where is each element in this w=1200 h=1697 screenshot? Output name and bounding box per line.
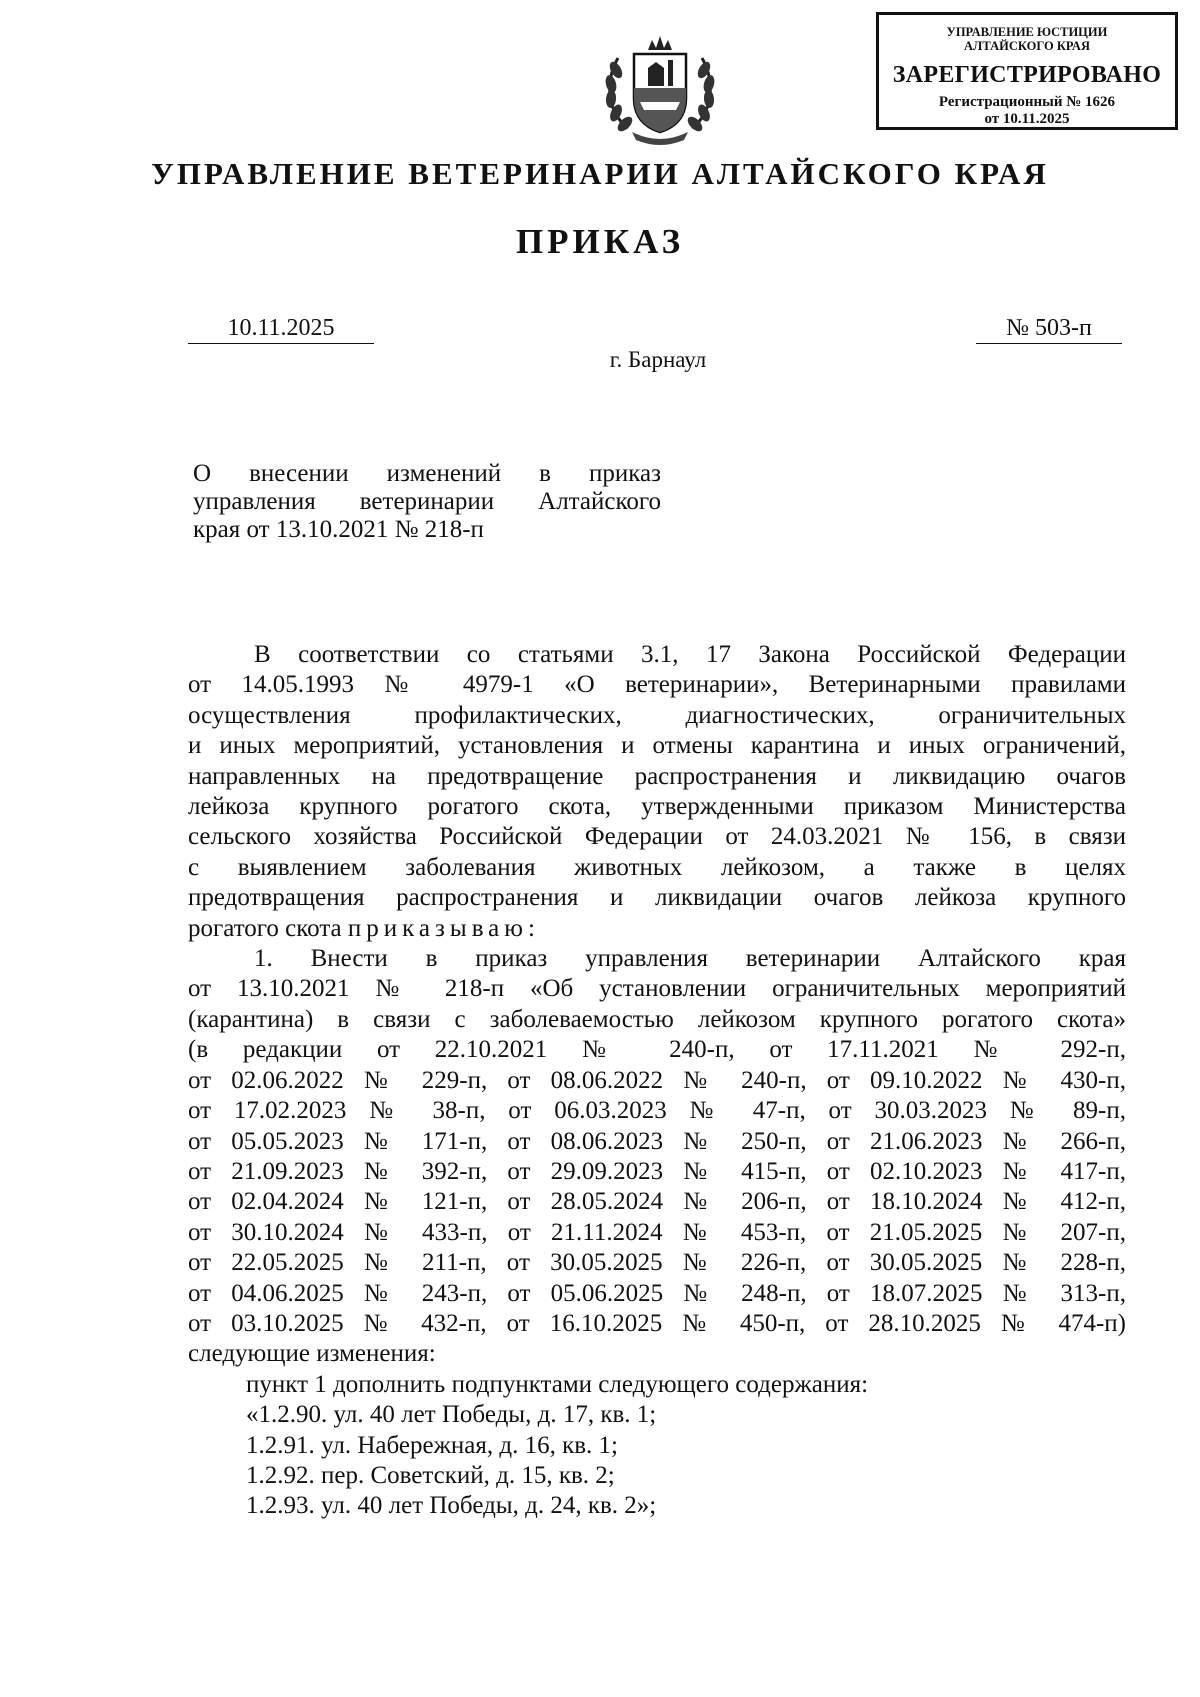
item-line: от 30.10.2024 № 433-п, от 21.11.2024 № 453-п, от 21.05.2025 № 207-п, [188,1218,1126,1246]
stamp-authority-line1: УПРАВЛЕНИЕ ЮСТИЦИИ [946,25,1108,39]
item-line: (в редакции от 22.10.2021 № 240-п, от 17.11.2021 № 292-п, [188,1036,1126,1064]
stamp-registration-number: Регистрационный № 1626 [938,94,1116,110]
subject-line: управления ветеринарии Алтайского [193,488,661,515]
order-prefix: рогатого скота [188,914,348,942]
document-city: г. Барнаул [609,347,707,372]
subpoint: 1.2.93. ул. 40 лет Победы, д. 24, кв. 2»; [246,1492,657,1520]
body-line: направленных на предотвращение распространения и ликвидацию очагов [188,762,1126,790]
point-intro: пункт 1 дополнить подпунктами следующего содержания: [246,1370,869,1398]
body-line: осуществления профилактических, диагностических, ограничительных [188,701,1126,729]
body-line: от 14.05.1993 № 4979-1 «О ветеринарии», Ветеринарными правилами [188,671,1126,699]
document-type: ПРИКАЗ [515,222,685,261]
subpoint: 1.2.91. ул. Набережная, д. 16, кв. 1; [246,1431,618,1459]
item-line: от 03.10.2025 № 432-п, от 16.10.2025 № 450-п, от 28.10.2025 № 474-п) [188,1309,1126,1337]
subject-line: О внесении изменений в приказ [193,460,661,487]
stamp-title: ЗАРЕГИСТРИРОВАНО [892,62,1162,88]
order-word: приказываю: [347,914,540,942]
item-line: от 05.05.2023 № 171-п, от 08.06.2023 № 250-п, от 21.06.2023 № 266-п, [188,1127,1126,1155]
body-line: и иных мероприятий, установления и отмены карантина и иных ограничений, [188,732,1126,760]
body-line: предотвращения распространения и ликвидации очагов лейкоза крупного [188,884,1126,912]
item-line: от 17.02.2023 № 38-п, от 06.03.2023 № 47-п, от 30.03.2023 № 89-п, [188,1097,1126,1125]
organization-name: УПРАВЛЕНИЕ ВЕТЕРИНАРИИ АЛТАЙСКОГО КРАЯ [151,156,1049,191]
registration-stamp [876,12,1178,130]
subpoint: 1.2.92. пер. Советский, д. 15, кв. 2; [246,1461,615,1489]
body-line: с выявлением заболевания животных лейкозом, а также в целях [188,853,1126,881]
item-line: от 02.06.2022 № 229-п, от 08.06.2022 № 240-п, от 09.10.2022 № 430-п, [188,1066,1126,1094]
item-line: от 21.09.2023 № 392-п, от 29.09.2023 № 415-п, от 02.10.2023 № 417-п, [188,1157,1126,1185]
item-line: от 13.10.2021 № 218-п «Об установлении ограничительных мероприятий [188,975,1126,1003]
coat-of-arms-icon [598,28,722,152]
body-line: лейкоза крупного рогатого скота, утвержденными приказом Министерства [188,793,1126,821]
item-line: от 02.04.2024 № 121-п, от 28.05.2024 № 206-п, от 18.10.2024 № 412-п, [188,1188,1126,1216]
order-line [188,914,1126,944]
subject-line: края от 13.10.2021 № 218-п [193,516,484,543]
body-line: сельского хозяйства Российской Федерации от 24.03.2021 № 156, в связи [188,823,1126,851]
stamp-date: от 10.11.2025 [984,111,1070,127]
document-date: 10.11.2025 [188,315,374,344]
document-number: № 503-п [976,315,1122,344]
body-line: В соответствии со статьями 3.1, 17 Закона Российской Федерации [254,641,1126,668]
changes-intro: следующие изменения: [188,1340,436,1368]
item-line: от 22.05.2025 № 211-п, от 30.05.2025 № 226-п, от 30.05.2025 № 228-п, [188,1249,1126,1277]
document-body [188,640,1126,1522]
stamp-authority-line2: АЛТАЙСКОГО КРАЯ [964,39,1090,53]
document-subject [193,460,661,544]
item-line: 1. Внести в приказ управления ветеринарии Алтайского края [254,945,1126,973]
item-line: (карантина) в связи с заболеваемостью лейкозом крупного рогатого скота» [188,1005,1126,1033]
subpoint: «1.2.90. ул. 40 лет Победы, д. 17, кв. 1; [246,1401,657,1429]
item-line: от 04.06.2025 № 243-п, от 05.06.2025 № 248-п, от 18.07.2025 № 313-п, [188,1279,1126,1307]
